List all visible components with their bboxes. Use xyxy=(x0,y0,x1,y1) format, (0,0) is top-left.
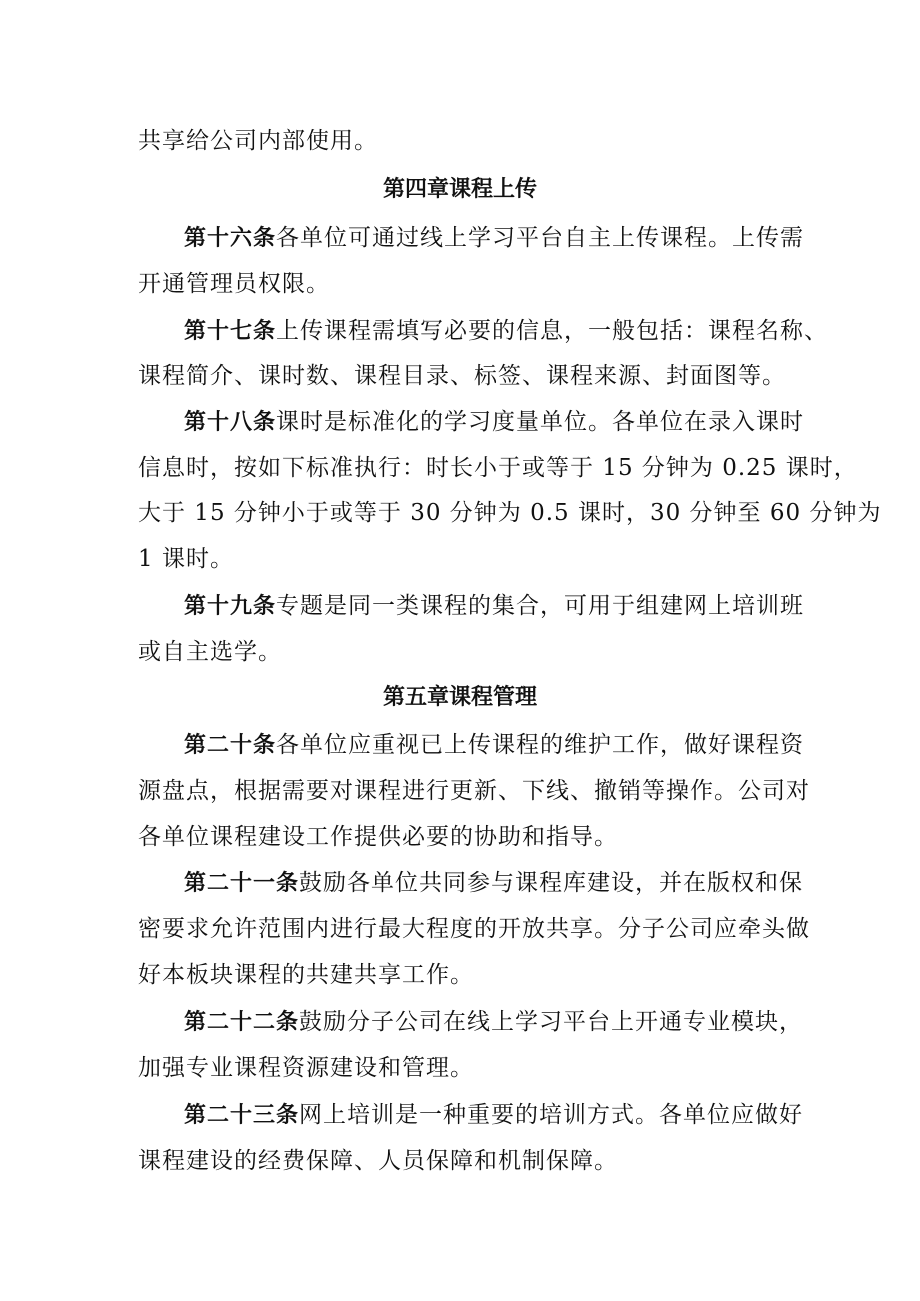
article-text: 课时是标准化的学习度量单位。各单位在录入课时 xyxy=(276,409,805,435)
article-17-line-1 xyxy=(184,312,828,345)
article-label: 第十六条 xyxy=(184,226,277,251)
article-16-line-2: 开通管理员权限。 xyxy=(138,271,330,297)
article-19-line-2: 或自主选学。 xyxy=(138,639,282,665)
article-label: 第十七条 xyxy=(184,319,277,344)
text-line: 共享给公司内部使用。 xyxy=(138,128,378,154)
article-18-line-4: 1 课时。 xyxy=(138,546,234,572)
article-text: 专题是同一类课程的集合，可用于组建网上培训班 xyxy=(276,593,805,619)
article-21-line-1 xyxy=(184,864,803,897)
article-text: 鼓励分子公司在线上学习平台上开通专业模块， xyxy=(299,1009,804,1035)
article-21-line-2: 密要求允许范围内进行最大程度的开放共享。分子公司应牵头做 xyxy=(138,916,810,942)
article-label: 第十八条 xyxy=(184,410,277,435)
chapter-heading: 第四章课程上传 xyxy=(382,177,537,202)
article-19-line-1 xyxy=(184,587,804,620)
article-22-line-2: 加强专业课程资源建设和管理。 xyxy=(138,1055,474,1081)
article-label: 第二十三条 xyxy=(184,1103,300,1128)
article-label: 第二十条 xyxy=(184,733,277,758)
article-18-line-2: 信息时，按如下标准执行：时长小于或等于 15 分钟为 0.25 课时， xyxy=(138,455,858,481)
article-text: 各单位应重视已上传课程的维护工作，做好课程资 xyxy=(276,732,805,758)
article-20-line-2: 源盘点，根据需要对课程进行更新、下线、撤销等操作。公司对 xyxy=(138,778,810,804)
article-16-line-1 xyxy=(184,219,804,252)
article-18-line-1 xyxy=(184,403,804,436)
article-text: 各单位可通过线上学习平台自主上传课程。上传需 xyxy=(276,225,805,251)
article-label: 第十九条 xyxy=(184,594,277,619)
article-21-line-3: 好本板块课程的共建共享工作。 xyxy=(138,962,474,988)
article-text: 鼓励各单位共同参与课程库建设，并在版权和保 xyxy=(299,870,804,896)
article-20-line-3: 各单位课程建设工作提供必要的协助和指导。 xyxy=(138,824,618,850)
article-23-line-2: 课程建设的经费保障、人员保障和机制保障。 xyxy=(138,1148,618,1174)
article-text: 上传课程需填写必要的信息，一般包括：课程名称、 xyxy=(276,318,829,344)
article-20-line-1 xyxy=(184,726,804,759)
article-18-line-3: 大于 15 分钟小于或等于 30 分钟为 0.5 课时，30 分钟至 60 分钟为 xyxy=(138,500,882,526)
article-23-line-1 xyxy=(184,1096,803,1129)
article-22-line-1 xyxy=(184,1003,803,1036)
chapter-heading: 第五章课程管理 xyxy=(382,685,537,710)
article-text: 网上培训是一种重要的培训方式。各单位应做好 xyxy=(299,1102,804,1128)
article-label: 第二十二条 xyxy=(184,1010,300,1035)
article-17-line-2: 课程简介、课时数、课程目录、标签、课程来源、封面图等。 xyxy=(138,363,786,389)
article-label: 第二十一条 xyxy=(184,871,300,896)
